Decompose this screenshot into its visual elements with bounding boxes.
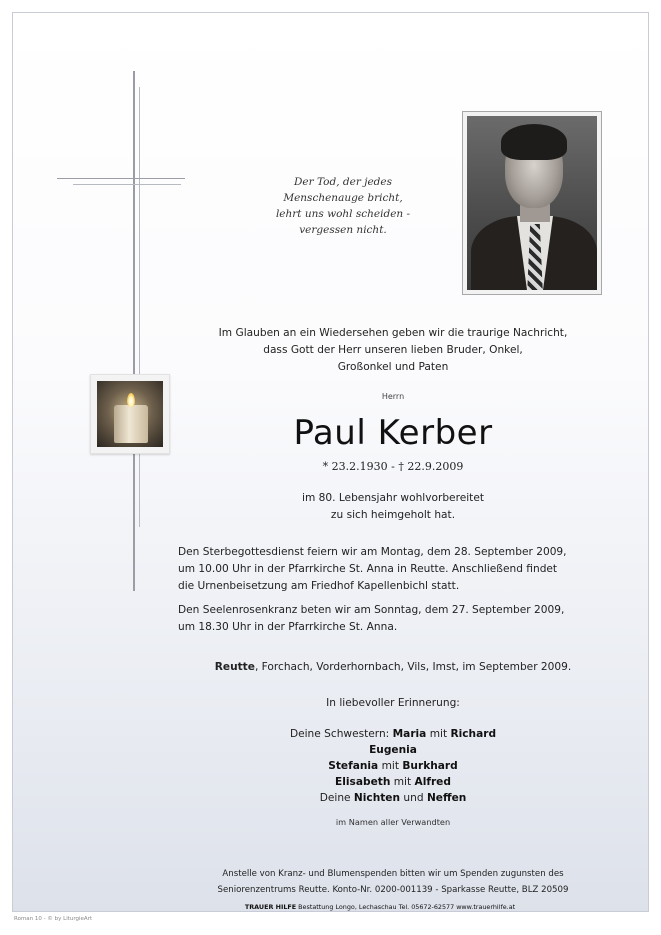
footer-text: Bestattung Longo, Lechaschau Tel. 05672-62577 www.trauerhilfe.at: [296, 903, 516, 911]
quote-line: Menschenauge bricht,: [283, 192, 403, 204]
relatives-sisters: [213, 726, 573, 742]
cross-vertical-line-thin: [139, 87, 140, 527]
relative-name: Elisabeth: [335, 776, 391, 788]
place-and-date: [173, 659, 613, 676]
relative-name: Neffen: [426, 792, 467, 804]
quote-line: Der Tod, der jedes: [294, 176, 392, 188]
flame-icon: [127, 393, 135, 407]
footer-brand: TRAUER HILFE: [244, 903, 297, 911]
relative-name: Nichten: [353, 792, 401, 804]
connector: und: [400, 792, 427, 804]
relatives-line: [213, 742, 573, 758]
life-dates: * 23.2.1930 - † 22.9.2009: [322, 460, 464, 473]
funeral-service-info: [178, 544, 608, 595]
rosary-line: um 18.30 Uhr in der Pfarrkirche St. Anna.: [178, 621, 398, 633]
service-line: um 10.00 Uhr in der Pfarrkirche St. Anna in Reutte. Anschließend findet: [178, 563, 558, 575]
intro-line: Großonkel und Paten: [337, 361, 449, 373]
credit-line: Roman 10 - © by LiturgieArt: [14, 916, 93, 922]
intro-line: dass Gott der Herr unseren lieben Bruder, Onkel,: [263, 344, 523, 356]
relative-name: Eugenia: [369, 744, 417, 756]
donation-line: Anstelle von Kranz- und Blumenspenden bitten wir um Spenden zugunsten des: [222, 869, 564, 879]
memory-heading: In liebevoller Erinnerung:: [326, 697, 460, 709]
intro-line: Im Glauben an ein Wiedersehen geben wir die traurige Nachricht,: [218, 327, 568, 339]
donation-line: Seniorenzentrums Reutte. Konto-Nr. 0200-001139 - Sparkasse Reutte, BLZ 20509: [217, 885, 569, 895]
template-credit: [14, 915, 92, 923]
connector: mit: [378, 760, 403, 772]
salutation: Herrn: [381, 392, 405, 401]
memorial-quote: [253, 174, 433, 238]
age-statement: [273, 490, 513, 524]
relative-name: Burkhard: [402, 760, 458, 772]
candle-image: [90, 374, 170, 454]
portrait-photo: [462, 111, 602, 295]
relative-name: Richard: [450, 728, 497, 740]
relatives-others: im Namen aller Verwandten: [335, 817, 451, 827]
donation-request: [163, 866, 623, 898]
cross-horizontal-line-thin: [73, 184, 181, 185]
connector: mit: [426, 728, 451, 740]
rosary-line: Den Seelenrosenkranz beten wir am Sonntag, dem 27. September 2009,: [178, 604, 565, 616]
service-line: Den Sterbegottesdienst feiern wir am Montag, dem 28. September 2009,: [178, 546, 567, 558]
relative-name: Maria: [392, 728, 427, 740]
relative-name: Alfred: [414, 776, 451, 788]
connector: mit: [390, 776, 415, 788]
portrait-hair: [501, 124, 567, 160]
sisters-prefix: Deine Schwestern:: [289, 728, 393, 740]
service-line: die Urnenbeisetzung am Friedhof Kapellenbichl statt.: [178, 580, 460, 592]
cross-horizontal-line: [57, 178, 185, 179]
portrait-image: [467, 116, 597, 290]
place-town: Reutte: [214, 661, 255, 673]
relative-name: Stefania: [328, 760, 379, 772]
place-rest: , Forchach, Vorderhornbach, Vils, Imst, im September 2009.: [254, 661, 572, 673]
rosary-info: [178, 602, 608, 636]
parte-card: [12, 12, 649, 912]
relatives-line: [213, 790, 573, 806]
quote-line: lehrt uns wohl scheiden -: [275, 208, 411, 220]
cross-vertical-line: [133, 71, 135, 591]
deceased-name: Paul Kerber: [293, 413, 493, 453]
age-line: im 80. Lebensjahr wohlvorbereitet: [302, 492, 484, 504]
quote-line: vergessen nicht.: [299, 224, 387, 236]
connector: Deine: [319, 792, 354, 804]
relatives-line: [213, 758, 573, 774]
announcement-intro: [173, 325, 613, 376]
age-line: zu sich heimgeholt hat.: [330, 509, 456, 521]
candle-icon: [114, 405, 148, 443]
relatives-line: [213, 774, 573, 790]
candle-background: [97, 381, 163, 447]
undertaker-footer: [160, 903, 600, 912]
